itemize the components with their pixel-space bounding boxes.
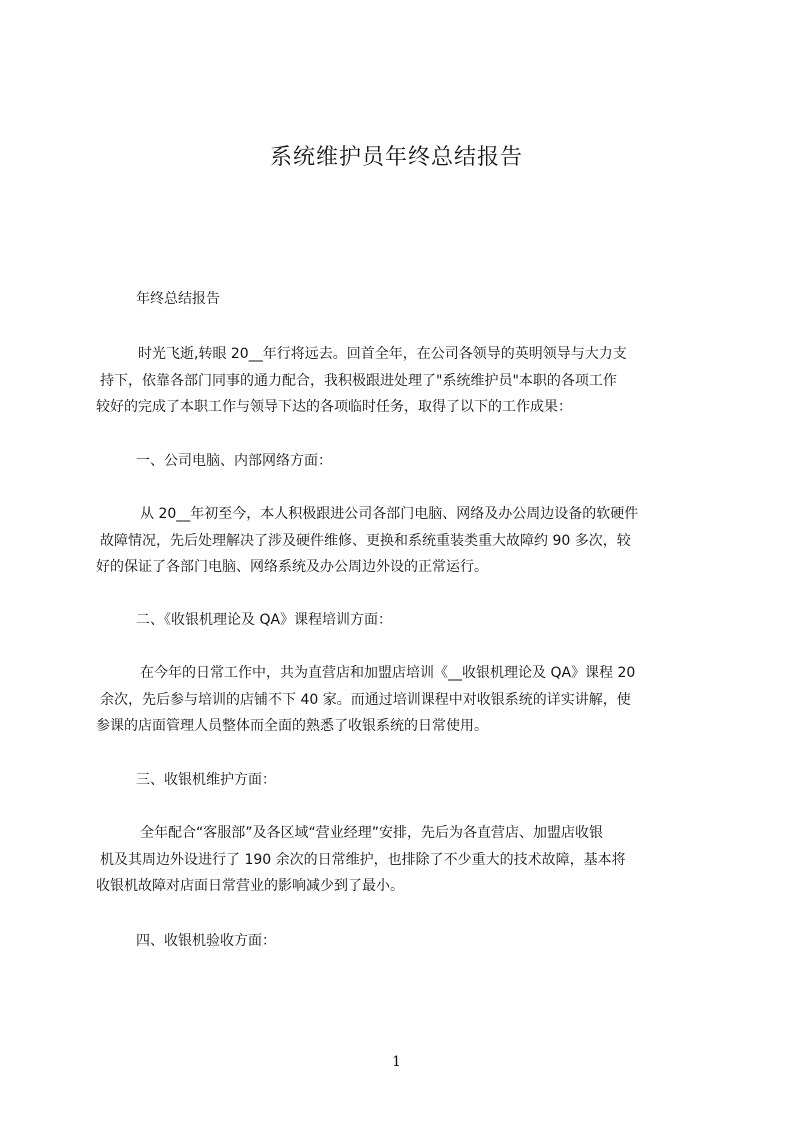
paragraph-line: 时光飞逝,转眼 20__年行将远去。回首全年，在公司各领导的英明领导与大力支 — [138, 346, 627, 362]
paragraph-line: 机及其周边外设进行了 190 余次的日常维护，也排除了不少重大的技术故障，基本将 — [100, 851, 626, 868]
section-3-paragraph — [96, 820, 699, 900]
paragraph-line: 参课的店面管理人员整体而全面的熟悉了收银系统的日常使用。 — [96, 718, 488, 734]
section-heading — [96, 928, 699, 955]
section-2-heading: 二、《收银机理论及 QA》课程培训方面： — [136, 612, 393, 628]
paragraph-line: 从 20__年初至今，本人积极跟进公司各部门电脑、网络及办公周边设备的软硬件 — [140, 506, 639, 522]
paragraph-line: 全年配合“客服部”及各区域“营业经理”安排，先后为各直营店、加盟店收银 — [140, 825, 604, 841]
section-1-paragraph — [96, 501, 699, 581]
section-3-heading: 三、收银机维护方面： — [136, 772, 276, 788]
paragraph-line: 收银机故障对店面日常营业的影响减少到了最小。 — [96, 878, 404, 894]
section-heading — [96, 448, 699, 475]
paragraph-line: 故障情况，先后处理解决了涉及硬件维修、更换和系统重装类重大故障约 90 多次，较 — [100, 532, 631, 549]
report-subtitle — [96, 286, 699, 313]
subtitle-text: 年终总结报告 — [136, 291, 220, 307]
paragraph-line: 好的保证了各部门电脑、网络系统及办公周边外设的正常运行。 — [96, 559, 488, 575]
page-number: 1 — [392, 1054, 401, 1070]
section-heading — [96, 767, 699, 794]
section-4-heading: 四、收银机验收方面： — [136, 933, 276, 949]
section-1-heading: 一、公司电脑、内部网络方面： — [136, 453, 332, 469]
intro-paragraph — [96, 341, 699, 421]
section-2-paragraph — [96, 660, 699, 740]
section-heading — [96, 607, 699, 634]
paragraph-line: 持下，依靠各部门同事的通力配合，我积极跟进处理了"系统维护员"本职的各项工作 — [100, 372, 617, 389]
paragraph-line: 在今年的日常工作中，共为直营店和加盟店培训《__收银机理论及 QA》课程 20 — [140, 665, 636, 681]
page-title: 系统维护员年终总结报告 — [269, 145, 523, 170]
paragraph-line: 余次，先后参与培训的店铺不下 40 家。而通过培训课程中对收银系统的详实讲解，使 — [100, 691, 631, 708]
paragraph-line: 较好的完成了本职工作与领导下达的各项临时任务，取得了以下的工作成果： — [96, 399, 572, 415]
